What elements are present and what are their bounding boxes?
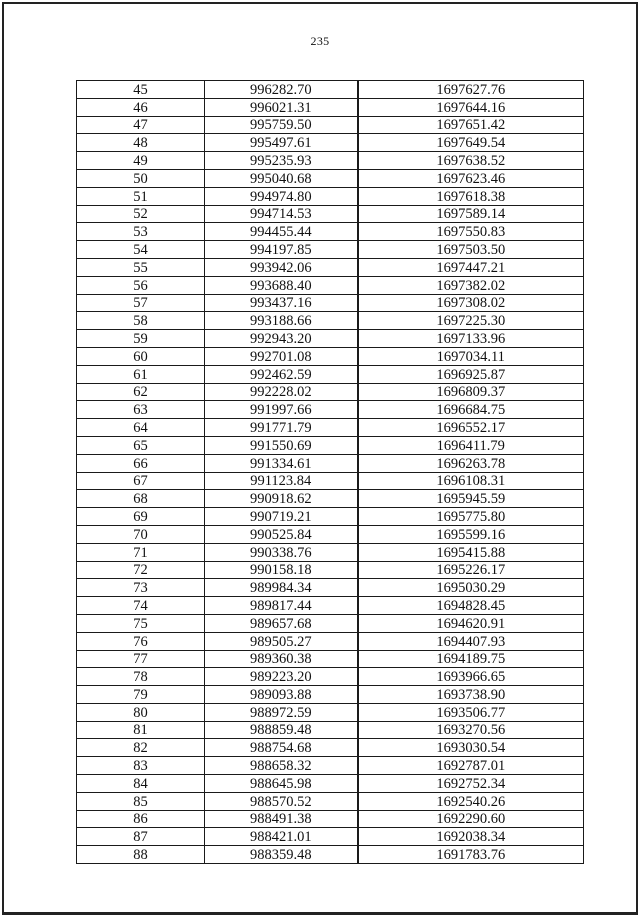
y-coordinate-cell: 1695945.59: [358, 490, 584, 508]
x-coordinate-cell: 995497.61: [205, 134, 358, 152]
table-row: [77, 739, 584, 757]
point-number-cell: 86: [77, 810, 205, 828]
y-coordinate-cell: 1693030.54: [358, 739, 584, 757]
point-number-cell: 57: [77, 294, 205, 312]
table-row: [77, 419, 584, 437]
table-row: [77, 312, 584, 330]
point-number-cell: 53: [77, 223, 205, 241]
y-coordinate-cell: 1697623.46: [358, 169, 584, 187]
x-coordinate-cell: 995759.50: [205, 116, 358, 134]
x-coordinate-cell: 988754.68: [205, 739, 358, 757]
point-number-cell: 74: [77, 597, 205, 615]
y-coordinate-cell: 1695415.88: [358, 543, 584, 561]
table-row: [77, 632, 584, 650]
table-row: [77, 846, 584, 864]
x-coordinate-cell: 989093.88: [205, 686, 358, 704]
y-coordinate-cell: 1697447.21: [358, 258, 584, 276]
x-coordinate-cell: 988570.52: [205, 792, 358, 810]
coordinates-table: [76, 80, 584, 864]
y-coordinate-cell: 1697034.11: [358, 347, 584, 365]
y-coordinate-cell: 1697618.38: [358, 187, 584, 205]
x-coordinate-cell: 993188.66: [205, 312, 358, 330]
point-number-cell: 84: [77, 775, 205, 793]
point-number-cell: 58: [77, 312, 205, 330]
x-coordinate-cell: 992228.02: [205, 383, 358, 401]
point-number-cell: 64: [77, 419, 205, 437]
point-number-cell: 62: [77, 383, 205, 401]
table-row: [77, 472, 584, 490]
y-coordinate-cell: 1694620.91: [358, 614, 584, 632]
x-coordinate-cell: 989223.20: [205, 668, 358, 686]
point-number-cell: 88: [77, 846, 205, 864]
x-coordinate-cell: 995040.68: [205, 169, 358, 187]
y-coordinate-cell: 1692540.26: [358, 792, 584, 810]
y-coordinate-cell: 1693966.65: [358, 668, 584, 686]
x-coordinate-cell: 995235.93: [205, 152, 358, 170]
table-row: [77, 454, 584, 472]
point-number-cell: 49: [77, 152, 205, 170]
table-row: [77, 169, 584, 187]
y-coordinate-cell: 1693738.90: [358, 686, 584, 704]
point-number-cell: 81: [77, 721, 205, 739]
point-number-cell: 79: [77, 686, 205, 704]
point-number-cell: 76: [77, 632, 205, 650]
x-coordinate-cell: 990719.21: [205, 508, 358, 526]
table-row: [77, 152, 584, 170]
x-coordinate-cell: 989657.68: [205, 614, 358, 632]
x-coordinate-cell: 994974.80: [205, 187, 358, 205]
table-row: [77, 81, 584, 99]
x-coordinate-cell: 989984.34: [205, 579, 358, 597]
table-row: [77, 543, 584, 561]
table-row: [77, 525, 584, 543]
y-coordinate-cell: 1692290.60: [358, 810, 584, 828]
table-row: [77, 401, 584, 419]
point-number-cell: 66: [77, 454, 205, 472]
y-coordinate-cell: 1696263.78: [358, 454, 584, 472]
x-coordinate-cell: 993942.06: [205, 258, 358, 276]
table-row: [77, 241, 584, 259]
y-coordinate-cell: 1693270.56: [358, 721, 584, 739]
y-coordinate-cell: 1695599.16: [358, 525, 584, 543]
y-coordinate-cell: 1697382.02: [358, 276, 584, 294]
y-coordinate-cell: 1695775.80: [358, 508, 584, 526]
table-row: [77, 330, 584, 348]
y-coordinate-cell: 1693506.77: [358, 703, 584, 721]
x-coordinate-cell: 988645.98: [205, 775, 358, 793]
y-coordinate-cell: 1697133.96: [358, 330, 584, 348]
x-coordinate-cell: 992462.59: [205, 365, 358, 383]
y-coordinate-cell: 1696925.87: [358, 365, 584, 383]
y-coordinate-cell: 1696684.75: [358, 401, 584, 419]
y-coordinate-cell: 1697503.50: [358, 241, 584, 259]
x-coordinate-cell: 990525.84: [205, 525, 358, 543]
y-coordinate-cell: 1696108.31: [358, 472, 584, 490]
y-coordinate-cell: 1692752.34: [358, 775, 584, 793]
x-coordinate-cell: 989817.44: [205, 597, 358, 615]
x-coordinate-cell: 988859.48: [205, 721, 358, 739]
table-row: [77, 597, 584, 615]
table-row: [77, 828, 584, 846]
x-coordinate-cell: 989505.27: [205, 632, 358, 650]
point-number-cell: 87: [77, 828, 205, 846]
point-number-cell: 52: [77, 205, 205, 223]
coordinates-table-body: [77, 81, 584, 864]
x-coordinate-cell: 990338.76: [205, 543, 358, 561]
point-number-cell: 72: [77, 561, 205, 579]
x-coordinate-cell: 988421.01: [205, 828, 358, 846]
table-row: [77, 134, 584, 152]
y-coordinate-cell: 1691783.76: [358, 846, 584, 864]
x-coordinate-cell: 991123.84: [205, 472, 358, 490]
table-row: [77, 223, 584, 241]
table-row: [77, 579, 584, 597]
table-row: [77, 294, 584, 312]
point-number-cell: 77: [77, 650, 205, 668]
table-row: [77, 668, 584, 686]
point-number-cell: 71: [77, 543, 205, 561]
point-number-cell: 80: [77, 703, 205, 721]
x-coordinate-cell: 988972.59: [205, 703, 358, 721]
y-coordinate-cell: 1697589.14: [358, 205, 584, 223]
table-row: [77, 98, 584, 116]
table-row: [77, 721, 584, 739]
point-number-cell: 82: [77, 739, 205, 757]
y-coordinate-cell: 1697649.54: [358, 134, 584, 152]
point-number-cell: 45: [77, 81, 205, 99]
x-coordinate-cell: 988491.38: [205, 810, 358, 828]
table-row: [77, 810, 584, 828]
y-coordinate-cell: 1695030.29: [358, 579, 584, 597]
x-coordinate-cell: 994455.44: [205, 223, 358, 241]
x-coordinate-cell: 988359.48: [205, 846, 358, 864]
x-coordinate-cell: 990158.18: [205, 561, 358, 579]
y-coordinate-cell: 1694828.45: [358, 597, 584, 615]
table-row: [77, 205, 584, 223]
table-row: [77, 347, 584, 365]
point-number-cell: 51: [77, 187, 205, 205]
x-coordinate-cell: 994714.53: [205, 205, 358, 223]
x-coordinate-cell: 991771.79: [205, 419, 358, 437]
y-coordinate-cell: 1697627.76: [358, 81, 584, 99]
y-coordinate-cell: 1695226.17: [358, 561, 584, 579]
table-row: [77, 383, 584, 401]
point-number-cell: 65: [77, 436, 205, 454]
point-number-cell: 47: [77, 116, 205, 134]
x-coordinate-cell: 989360.38: [205, 650, 358, 668]
y-coordinate-cell: 1697308.02: [358, 294, 584, 312]
x-coordinate-cell: 991550.69: [205, 436, 358, 454]
x-coordinate-cell: 990918.62: [205, 490, 358, 508]
table-row: [77, 757, 584, 775]
table-row: [77, 686, 584, 704]
point-number-cell: 59: [77, 330, 205, 348]
table-row: [77, 614, 584, 632]
point-number-cell: 69: [77, 508, 205, 526]
x-coordinate-cell: 991334.61: [205, 454, 358, 472]
y-coordinate-cell: 1694189.75: [358, 650, 584, 668]
x-coordinate-cell: 996282.70: [205, 81, 358, 99]
point-number-cell: 54: [77, 241, 205, 259]
table-row: [77, 775, 584, 793]
table-row: [77, 258, 584, 276]
point-number-cell: 56: [77, 276, 205, 294]
point-number-cell: 70: [77, 525, 205, 543]
point-number-cell: 83: [77, 757, 205, 775]
y-coordinate-cell: 1697651.42: [358, 116, 584, 134]
table-row: [77, 561, 584, 579]
point-number-cell: 67: [77, 472, 205, 490]
page-number: 235: [310, 34, 330, 48]
x-coordinate-cell: 996021.31: [205, 98, 358, 116]
table-row: [77, 276, 584, 294]
table-row: [77, 508, 584, 526]
y-coordinate-cell: 1694407.93: [358, 632, 584, 650]
y-coordinate-cell: 1696552.17: [358, 419, 584, 437]
point-number-cell: 60: [77, 347, 205, 365]
point-number-cell: 68: [77, 490, 205, 508]
point-number-cell: 63: [77, 401, 205, 419]
y-coordinate-cell: 1696809.37: [358, 383, 584, 401]
table-row: [77, 792, 584, 810]
y-coordinate-cell: 1696411.79: [358, 436, 584, 454]
table-row: [77, 116, 584, 134]
y-coordinate-cell: 1697550.83: [358, 223, 584, 241]
y-coordinate-cell: 1697644.16: [358, 98, 584, 116]
table-row: [77, 490, 584, 508]
table-row: [77, 703, 584, 721]
x-coordinate-cell: 988658.32: [205, 757, 358, 775]
point-number-cell: 55: [77, 258, 205, 276]
x-coordinate-cell: 993437.16: [205, 294, 358, 312]
table-row: [77, 187, 584, 205]
point-number-cell: 61: [77, 365, 205, 383]
point-number-cell: 73: [77, 579, 205, 597]
x-coordinate-cell: 992701.08: [205, 347, 358, 365]
y-coordinate-cell: 1692787.01: [358, 757, 584, 775]
y-coordinate-cell: 1697638.52: [358, 152, 584, 170]
x-coordinate-cell: 994197.85: [205, 241, 358, 259]
y-coordinate-cell: 1697225.30: [358, 312, 584, 330]
point-number-cell: 46: [77, 98, 205, 116]
table-row: [77, 436, 584, 454]
point-number-cell: 85: [77, 792, 205, 810]
point-number-cell: 50: [77, 169, 205, 187]
y-coordinate-cell: 1692038.34: [358, 828, 584, 846]
x-coordinate-cell: 991997.66: [205, 401, 358, 419]
x-coordinate-cell: 993688.40: [205, 276, 358, 294]
table-row: [77, 650, 584, 668]
x-coordinate-cell: 992943.20: [205, 330, 358, 348]
point-number-cell: 78: [77, 668, 205, 686]
point-number-cell: 75: [77, 614, 205, 632]
point-number-cell: 48: [77, 134, 205, 152]
table-row: [77, 365, 584, 383]
